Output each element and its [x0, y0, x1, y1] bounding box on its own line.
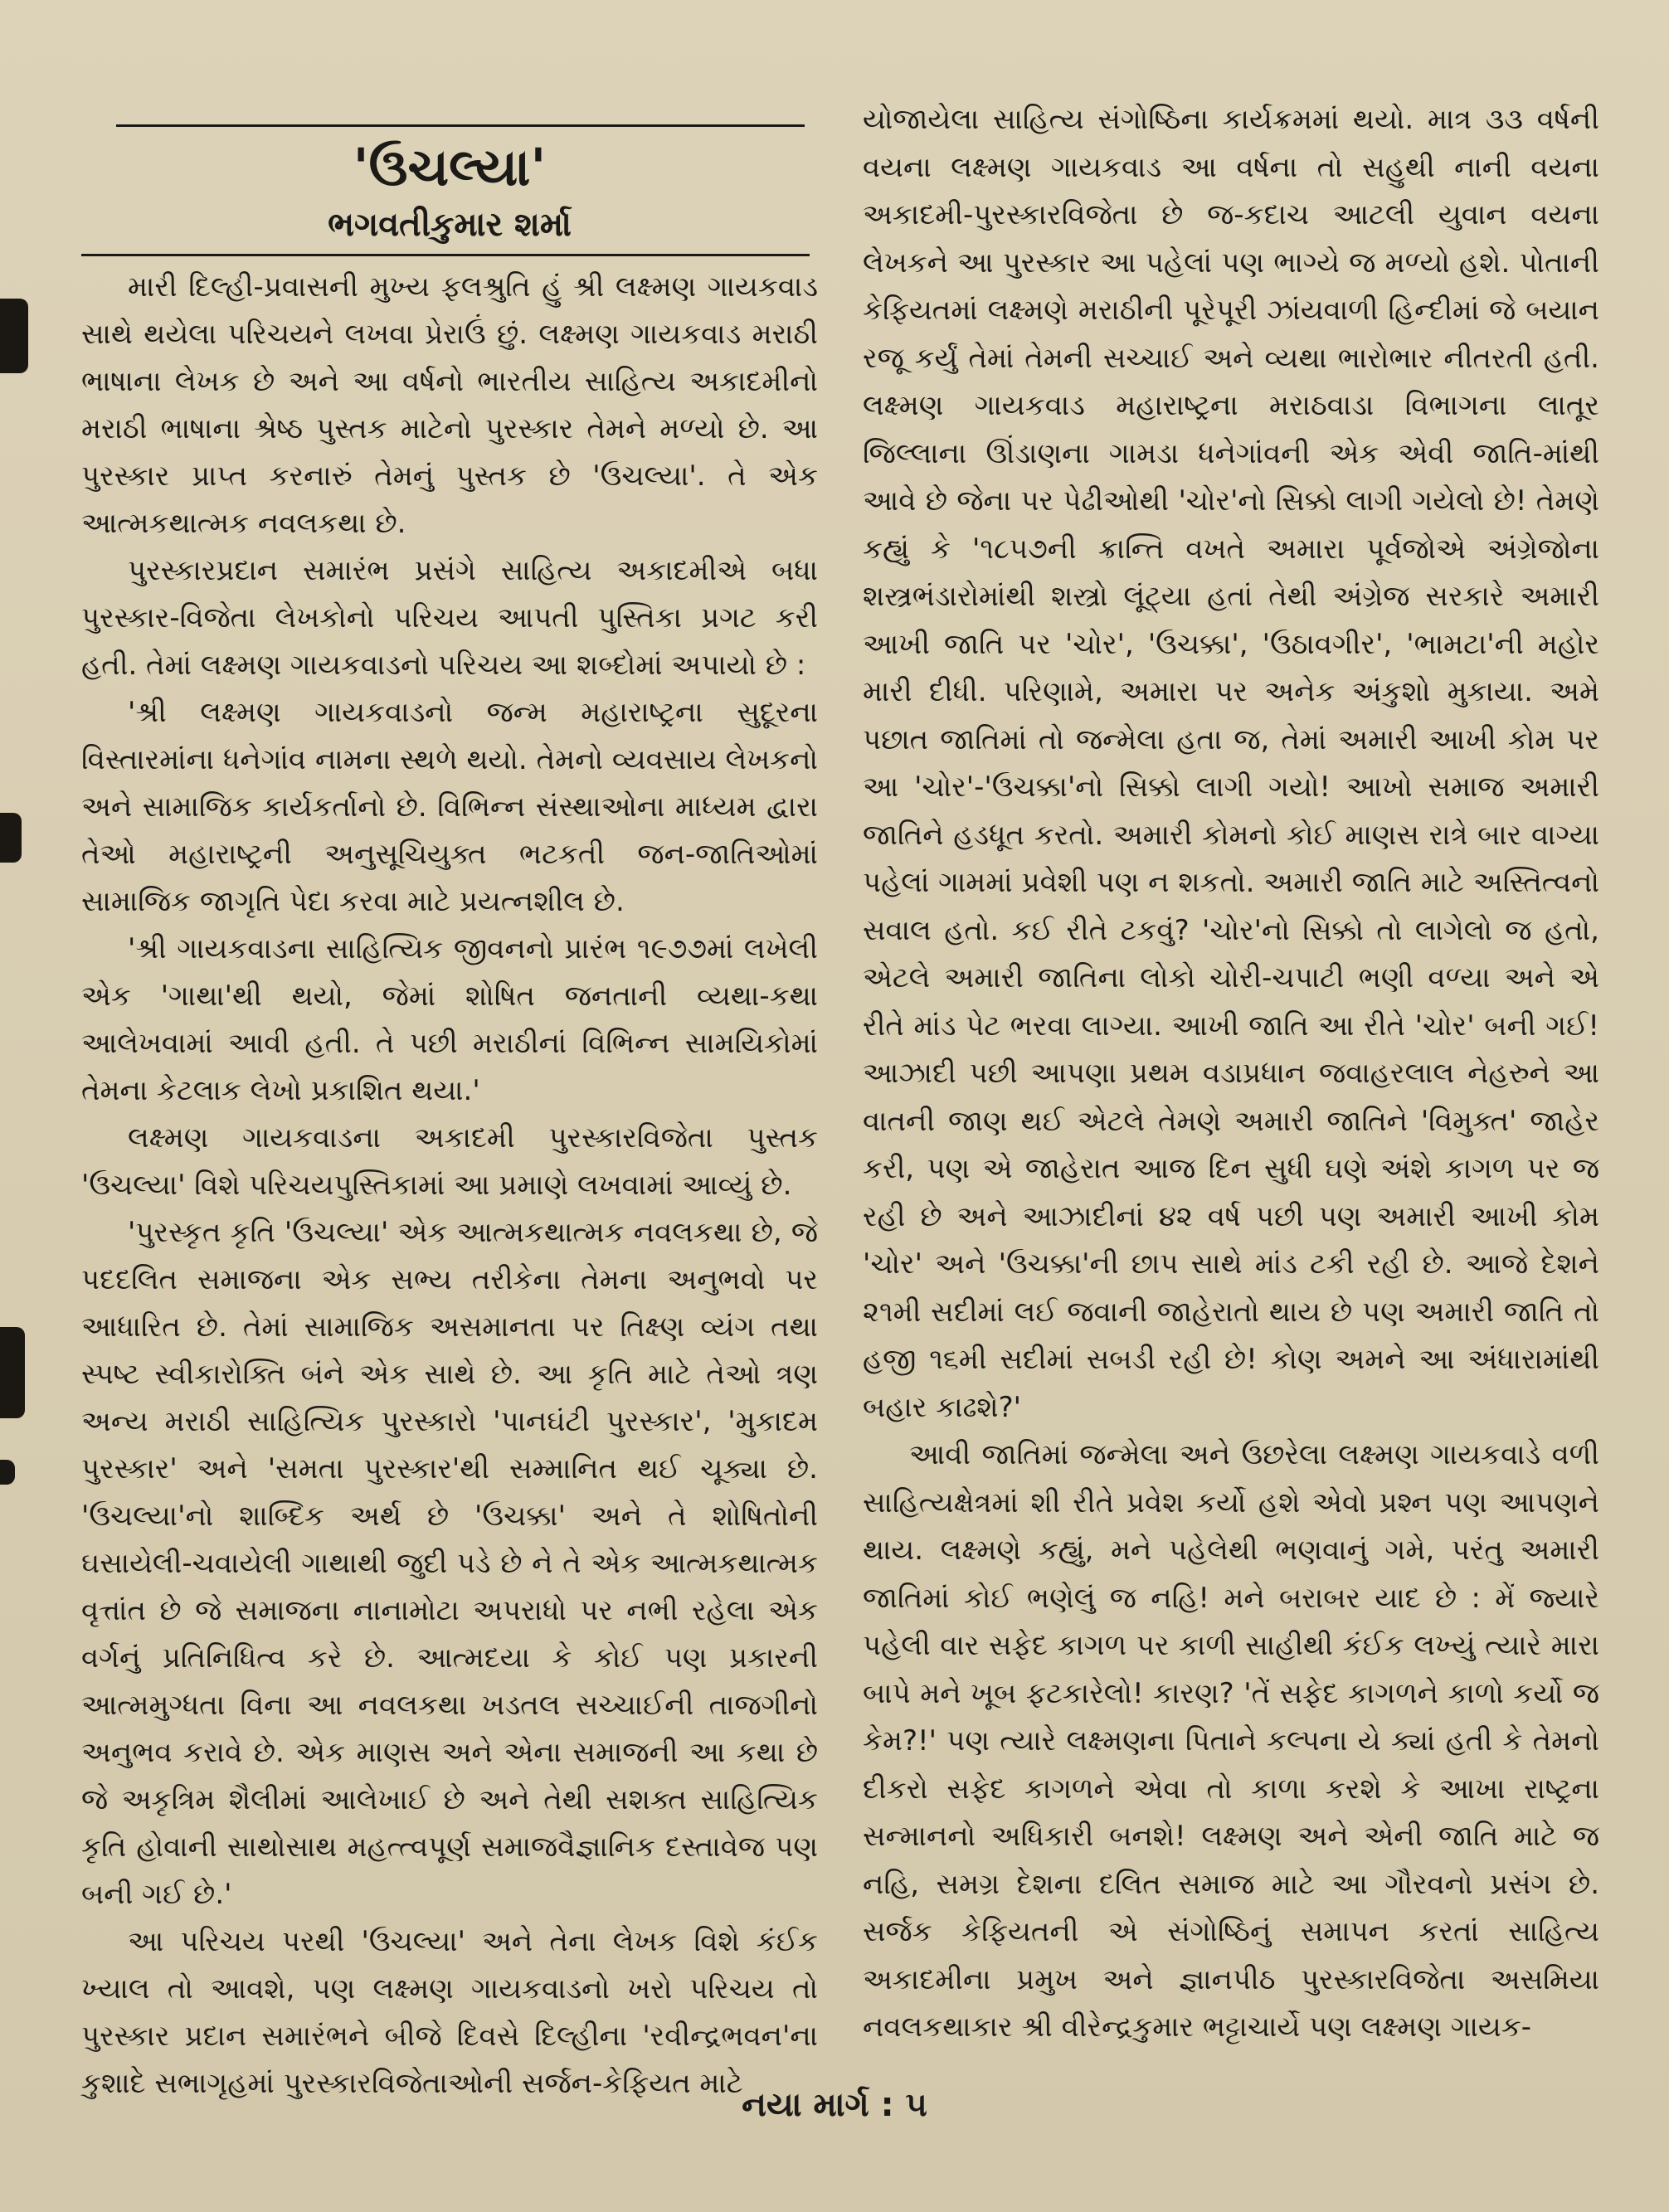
page-edge-stain — [0, 299, 28, 373]
page-footer: નયા માર્ગ : ૫ — [742, 2086, 927, 2124]
title-rule-top — [116, 124, 805, 127]
title-rule-bottom — [81, 254, 810, 256]
paragraph: 'શ્રી લક્ષ્મણ ગાયકવાડનો જન્મ મહારાષ્ટ્રના સુદૂરના વિસ્તારમાંના ધનેગાંવ નામના સ્થળે થયો. તેમનો વ્યવસાય લેખકનો અને સામાજિક કાર્યકર્તાનો છે. વિભિન્ન સંસ્થાઓના માધ્યમ દ્વારા તેઓ મહારાષ્ટ્રની અનુસૂચિયુક્ત ભટકતી જન-જાતિઓમાં સામાજિક જાગૃતિ પેદા કરવા માટે પ્રયત્નશીલ છે. — [81, 696, 818, 918]
page-edge-stain — [0, 1460, 15, 1485]
paragraph: 'પુરસ્કૃત કૃતિ 'ઉચલ્યા' એક આત્મકથાત્મક નવલકથા છે, જે પદદલિત સમાજના એક સભ્ય તરીકેના તેમના અનુભવો પર આધારિત છે. તેમાં સામાજિક અસમાનતા પર તિક્ષ્ણ વ્યંગ તથા સ્પષ્ટ સ્વીકારોક્તિ બંને એક સાથે છે. આ કૃતિ માટે તેઓ ત્રણ અન્ય મરાઠી સાહિત્યિક પુરસ્કારો 'પાનઘંટી પુરસ્કાર', 'મુકાદમ પુરસ્કાર' અને 'સમતા પુરસ્કાર'થી સમ્માનિત થઈ ચૂક્યા છે. 'ઉચલ્યા'નો શાબ્દિક અર્થ છે 'ઉચક્કા' અને તે શોષિતોની ઘસાયેલી-ચવાયેલી ગાથાથી જુદી પડે છે ને તે એક આત્મકથાત્મક વૃત્તાંત છે જે સમાજના નાનામોટા અપરાધો પર નભી રહેલા એક વર્ગનું પ્રતિનિધિત્વ કરે છે. આત્મદયા કે કોઈ પણ પ્રકારની આત્મમુગ્ધતા વિના આ નવલકથા ખડતલ સચ્ચાઈની તાજગીનો અનુભવ કરાવે છે. એક માણસ અને એના સમાજની આ કથા છે જે અકૃત્રિમ શૈલીમાં આલેખાઈ છે અને તેથી સશક્ત સાહિત્યિક કૃતિ હોવાની સાથોસાથ મહત્ત્વપૂર્ણ સમાજવૈજ્ઞાનિક દસ્તાવેજ પણ બની ગઈ છે.' — [81, 1216, 818, 1911]
article-title: 'ઉચલ્યા' — [353, 137, 547, 197]
right-column — [863, 96, 1599, 2052]
paragraph: આવી જાતિમાં જન્મેલા અને ઉછરેલા લક્ષ્મણ ગાયકવાડે વળી સાહિત્યક્ષેત્રમાં શી રીતે પ્રવેશ કર્યો હશે એવો પ્રશ્ન પણ આપણને થાય. લક્ષ્મણે કહ્યું, મને પહેલેથી ભણવાનું ગમે, પરંતુ અમારી જાતિમાં કોઈ ભણેલું જ નહિ! મને બરાબર યાદ છે : મેં જ્યારે પહેલી વાર સફેદ કાગળ પર કાળી સાહીથી કંઈક લખ્યું ત્યારે મારા બાપે મને ખૂબ ફટકારેલો! કારણ? 'તેં સફેદ કાગળને કાળો કર્યો જ કેમ?!' પણ ત્યારે લક્ષ્મણના પિતાને કલ્પના યે ક્યાં હતી કે તેમનો દીકરો સફેદ કાગળને એવા તો કાળા કરશે કે આખા રાષ્ટ્રના સન્માનનો અધિકારી બનશે! લક્ષ્મણ અને એની જાતિ માટે જ નહિ, સમગ્ર દેશના દલિત સમાજ માટે આ ગૌરવનો પ્રસંગ છે. સર્જક કેફિયતની એ સંગોષ્ઠિનું સમાપન કરતાં સાહિત્ય અકાદમીના પ્રમુખ અને જ્ઞાનપીઠ પુરસ્કારવિજેતા અસમિયા નવલકથાકાર શ્રી વીરેન્દ્રકુમાર ભટ્ટાચાર્યે પણ લક્ષ્મણ ગાયક- — [863, 1438, 1599, 2044]
paragraph: પુરસ્કારપ્રદાન સમારંભ પ્રસંગે સાહિત્ય અકાદમીએ બધા પુરસ્કાર-વિજેતા લેખકોનો પરિચય આપતી પુસ્તિકા પ્રગટ કરી હતી. તેમાં લક્ષ્મણ ગાયકવાડનો પરિચય આ શબ્દોમાં અપાયો છે : — [81, 554, 818, 682]
article-author: ભગવતીકુમાર શર્મા — [328, 206, 572, 244]
left-column — [81, 264, 818, 2107]
paragraph: 'શ્રી ગાયકવાડના સાહિત્યિક જીવનનો પ્રારંભ ૧૯૭૭માં લખેલી એક 'ગાથા'થી થયો, જેમાં શોષિત જનતાની વ્યથા-કથા આલેખવામાં આવી હતી. તે પછી મરાઠીનાં વિભિન્ન સામયિકોમાં તેમના કેટલાક લેખો પ્રકાશિત થયા.' — [81, 932, 818, 1107]
paragraph: આ પરિચય પરથી 'ઉચલ્યા' અને તેના લેખક વિશે કંઈક ખ્યાલ તો આવશે, પણ લક્ષ્મણ ગાયકવાડનો ખરો પરિચય તો પુરસ્કાર પ્રદાન સમારંભને બીજે દિવસે દિલ્હીના 'રવીન્દ્રભવન'ના કુશાદે સભાગૃહમાં પુરસ્કારવિજેતાઓની સર્જન-કેફિયત માટે — [81, 1925, 818, 2100]
paragraph: લક્ષ્મણ ગાયકવાડના અકાદમી પુરસ્કારવિજેતા પુસ્તક 'ઉચલ્યા' વિશે પરિચયપુસ્તિકામાં આ પ્રમાણે લખવામાં આવ્યું છે. — [81, 1121, 818, 1202]
page-edge-stain — [0, 1327, 25, 1418]
paragraph: યોજાયેલા સાહિત્ય સંગોષ્ઠિના કાર્યક્રમમાં થયો. માત્ર ૩૩ વર્ષની વયના લક્ષ્મણ ગાયકવાડ આ વર્ષના તો સહુથી નાની વયના અકાદમી-પુરસ્કારવિજેતા છે જ-કદાચ આટલી યુવાન વયના લેખકને આ પુરસ્કાર આ પહેલાં પણ ભાગ્યે જ મળ્યો હશે. પોતાની કેફિયતમાં લક્ષ્મણે મરાઠીની પૂરેપૂરી ઝાંયવાળી હિન્દીમાં જે બયાન રજૂ કર્યું તેમાં તેમની સચ્ચાઈ અને વ્યથા ભારોભાર નીતરતી હતી. લક્ષ્મણ ગાયકવાડ મહારાષ્ટ્રના મરાઠવાડા વિભાગના લાતૂર જિલ્લાના ઊંડાણના ગામડા ધનેગાંવની એક એવી જાતિ-માંથી આવે છે જેના પર પેઢીઓથી 'ચોર'નો સિક્કો લાગી ગયેલો છે! તેમણે કહ્યું કે '૧૮૫૭ની ક્રાન્તિ વખતે અમારા પૂર્વજોએ અંગ્રેજોના શસ્ત્રભંડારોમાંથી શસ્ત્રો લૂંટ્યા હતાં તેથી અંગ્રેજ સરકારે અમારી આખી જાતિ પર 'ચોર', 'ઉચક્કા', 'ઉઠાવગીર', 'ભામટા'ની મહોર મારી દીધી. પરિણામે, અમારા પર અનેક અંકુશો મુકાયા. અમે પછાત જાતિમાં તો જન્મેલા હતા જ, તેમાં અમારી આખી કોમ પર આ 'ચોર'-'ઉચક્કા'નો સિક્કો લાગી ગયો! આખો સમાજ અમારી જાતિને હડધૂત કરતો. અમારી કોમનો કોઈ માણસ રાત્રે બાર વાગ્યા પહેલાં ગામમાં પ્રવેશી પણ ન શકતો. અમારી જાતિ માટે અસ્તિત્વનો સવાલ હતો. કઈ રીતે ટકવું? 'ચોર'નો સિક્કો તો લાગેલો જ હતો, એટલે અમારી જાતિના લોકો ચોરી-ચપાટી ભણી વળ્યા અને એ રીતે માંડ પેટ ભરવા લાગ્યા. આખી જાતિ આ રીતે 'ચોર' બની ગઈ! આઝાદી પછી આપણા પ્રથમ વડાપ્રધાન જવાહરલાલ નેહરુને આ વાતની જાણ થઈ એટલે તેમણે અમારી જાતિને 'વિમુક્ત' જાહેર કરી, પણ એ જાહેરાત આજ દિન સુધી ઘણે અંશે કાગળ પર જ રહી છે અને આઝાદીનાં ૪૨ વર્ષ પછી પણ અમારી આખી કોમ 'ચોર' અને 'ઉચક્કા'ની છાપ સાથે માંડ ટકી રહી છે. આજે દેશને ૨૧મી સદીમાં લઈ જવાની જાહેરાતો થાય છે પણ અમારી જાતિ તો હજી ૧૬મી સદીમાં સબડી રહી છે! કોણ અમને આ અંધારામાંથી બહાર કાઢશે?' — [863, 103, 1599, 1424]
page-edge-stain — [0, 813, 22, 863]
paragraph: મારી દિલ્હી-પ્રવાસની મુખ્ય ફલશ્રુતિ હું શ્રી લક્ષ્મણ ગાયકવાડ સાથે થયેલા પરિચયને લખવા પ્રેરાઉં છું. લક્ષ્મણ ગાયકવાડ મરાઠી ભાષાના લેખક છે અને આ વર્ષનો ભારતીય સાહિત્ય અકાદમીનો મરાઠી ભાષાના શ્રેષ્ઠ પુસ્તક માટેનો પુરસ્કાર તેમને મળ્યો છે. આ પુરસ્કાર પ્રાપ્ત કરનારું તેમનું પુસ્તક છે 'ઉચલ્યા'. તે એક આત્મકથાત્મક નવલકથા છે. — [81, 270, 818, 540]
